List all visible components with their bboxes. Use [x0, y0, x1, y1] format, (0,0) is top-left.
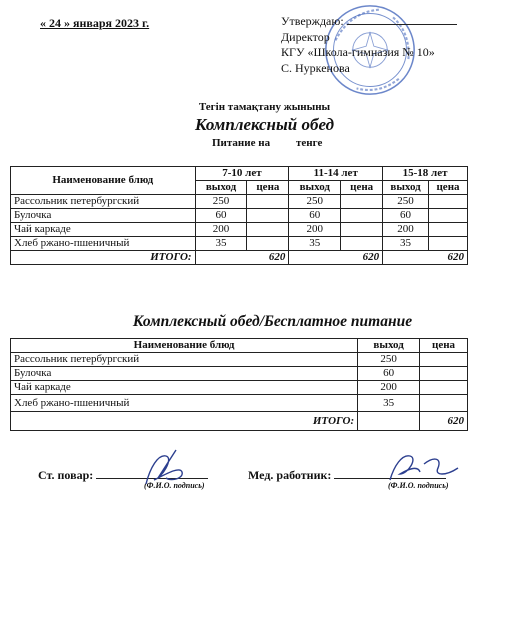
subheader-out: выход — [383, 181, 429, 195]
table-row — [11, 381, 468, 395]
dish-name: Хлеб ржано-пшеничный — [11, 237, 196, 251]
dish-out: 200 — [358, 381, 420, 395]
dish-out: 250 — [358, 353, 420, 367]
dish-price — [420, 395, 468, 412]
total-out — [358, 412, 420, 431]
dish-price — [341, 237, 383, 251]
total-value-age-2: 620 — [289, 251, 383, 265]
total-label: ИТОГО: — [11, 412, 358, 431]
medic-signature-scribble — [384, 446, 464, 486]
subheader-out: выход — [289, 181, 341, 195]
document-date: « 24 » января 2023 г. — [40, 16, 150, 30]
dish-out: 35 — [358, 395, 420, 412]
column-header-price: цена — [420, 339, 468, 353]
dish-price — [429, 195, 468, 209]
approval-block — [281, 14, 457, 76]
cook-signature-hint: (Ф.И.О. подпись) — [144, 481, 205, 490]
dish-out: 200 — [195, 223, 247, 237]
menu-title: Комплексный обед — [194, 115, 335, 134]
dish-out: 60 — [289, 209, 341, 223]
dish-out: 35 — [289, 237, 341, 251]
medic-label: Мед. работник: — [248, 468, 332, 482]
approve-name: С. Нуркенова — [281, 60, 350, 75]
approve-title: Утверждаю: — [281, 14, 344, 28]
free-meal-title: Комплексный обед/Бесплатное питание — [132, 313, 413, 330]
dish-out: 200 — [383, 223, 429, 237]
table-row — [11, 367, 468, 381]
approve-signature-line — [347, 14, 457, 25]
subheader-price: цена — [341, 181, 383, 195]
subheader-price: цена — [247, 181, 289, 195]
dish-out: 250 — [289, 195, 341, 209]
table-row — [11, 353, 468, 367]
approve-position: Директор — [281, 29, 330, 44]
total-label: ИТОГО: — [11, 251, 196, 265]
cook-label: Ст. повар: — [38, 468, 94, 482]
subheader-price: цена — [429, 181, 468, 195]
table-total-row — [11, 412, 468, 431]
table-row — [11, 223, 468, 237]
dish-out: 35 — [195, 237, 247, 251]
dish-price — [420, 381, 468, 395]
column-header-dish: Наименование блюд — [11, 339, 358, 353]
dish-name: Чай каркаде — [11, 381, 358, 395]
dish-price — [429, 237, 468, 251]
table-row — [11, 195, 468, 209]
approve-organization: КГУ «Школа-гимназия № 10» — [281, 45, 435, 59]
dish-name: Рассольник петербургский — [11, 195, 196, 209]
dish-out: 250 — [383, 195, 429, 209]
column-header-dish: Наименование блюд — [11, 167, 196, 195]
column-header-out: выход — [358, 339, 420, 353]
free-meal-table — [10, 338, 468, 431]
dish-name: Булочка — [11, 209, 196, 223]
menu-table-by-age — [10, 166, 468, 265]
column-group-age-2: 11-14 лет — [289, 167, 383, 181]
dish-price — [420, 367, 468, 381]
dish-price — [341, 195, 383, 209]
subtitle-right: тенге — [296, 137, 323, 149]
dish-price — [247, 209, 289, 223]
dish-name: Рассольник петербургский — [11, 353, 358, 367]
dish-out: 35 — [383, 237, 429, 251]
dish-price — [429, 209, 468, 223]
subtitle-left: Питание на — [212, 137, 271, 149]
medic-signature-hint: (Ф.И.О. подпись) — [388, 481, 449, 490]
title-kazakh: Тегін тамақтану жыныны — [198, 101, 331, 113]
dish-price — [341, 209, 383, 223]
table-header-row — [11, 167, 468, 181]
dish-name: Хлеб ржано-пшеничный — [11, 395, 358, 412]
total-value-age-1: 620 — [195, 251, 289, 265]
dish-price — [247, 223, 289, 237]
total-value-age-3: 620 — [383, 251, 468, 265]
dish-name: Булочка — [11, 367, 358, 381]
cook-signature-scribble — [136, 448, 192, 490]
dish-out: 60 — [358, 367, 420, 381]
dish-price — [420, 353, 468, 367]
table-row — [11, 237, 468, 251]
dish-price — [341, 223, 383, 237]
dish-out: 60 — [195, 209, 247, 223]
total-value: 620 — [420, 412, 468, 431]
dish-price — [247, 195, 289, 209]
dish-out: 200 — [289, 223, 341, 237]
column-group-age-1: 7-10 лет — [195, 167, 289, 181]
dish-price — [247, 237, 289, 251]
dish-name: Чай каркаде — [11, 223, 196, 237]
table-row — [11, 395, 468, 412]
dish-out: 250 — [195, 195, 247, 209]
table-total-row — [11, 251, 468, 265]
subheader-out: выход — [195, 181, 247, 195]
table-row — [11, 209, 468, 223]
column-group-age-3: 15-18 лет — [383, 167, 468, 181]
dish-price — [429, 223, 468, 237]
dish-out: 60 — [383, 209, 429, 223]
table-header-row — [11, 339, 468, 353]
